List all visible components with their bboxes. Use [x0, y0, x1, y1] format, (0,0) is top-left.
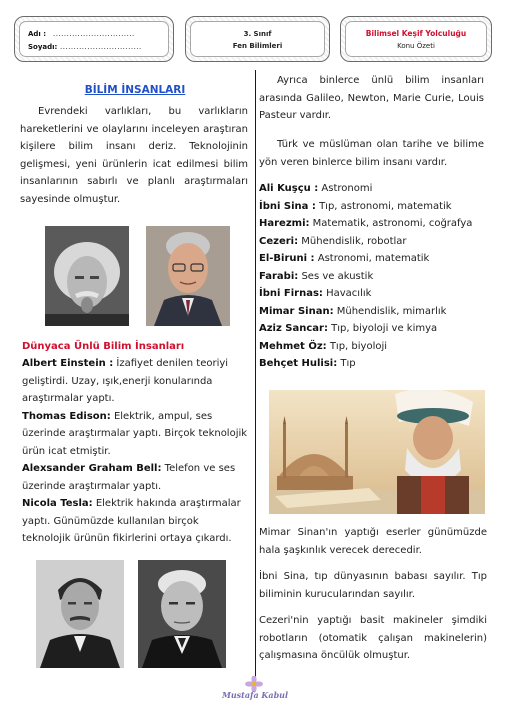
scientist-desc: İzafiyet denilen teoriyi geliştirdi. Uzay, ışık,enerji konularında araştırmalar yaptı.: [22, 358, 229, 404]
list-item: [259, 303, 484, 321]
scientist-field: Matematik, astronomi, coğrafya: [309, 218, 473, 229]
class-info-box: [185, 16, 330, 62]
scientist-name: Ali Kuşçu :: [259, 183, 319, 194]
note-text: Mimar Sinan'ın yaptığı eserler günümüzde hala şaşkınlık verecek derecedir.: [259, 527, 487, 556]
edison-photo: [138, 560, 226, 668]
scientist-desc: Elektrik hakında araştırmalar yaptı. Günümüzde kullanılan birçok teknolojik ürünün fikirlerini ortaya çıkardı.: [22, 498, 241, 544]
scientist-field: Astronomi: [318, 183, 373, 194]
intro-paragraph: [20, 103, 248, 208]
scientist-name: Nicola Tesla:: [22, 498, 93, 509]
student-info-box: [14, 16, 174, 62]
note-text: İbni Sina, tıp dünyasının babası sayılır. Tıp biliminin kurucularından sayılır.: [259, 571, 487, 600]
unit-title: Bilimsel Keşif Yolculuğu: [365, 29, 467, 38]
column-divider: [255, 70, 256, 690]
scientist-name: Albert Einstein :: [22, 358, 114, 369]
list-item: [259, 320, 484, 338]
scientist-name: İbni Firnas:: [259, 288, 323, 299]
list-item: [259, 233, 484, 251]
scientist-field: Havacılık: [322, 288, 372, 299]
list-item: [259, 338, 484, 356]
ibni-sina-note: [259, 568, 487, 603]
name-field[interactable]: ..............................: [53, 30, 135, 38]
scientist-name: İbni Sina :: [259, 200, 316, 212]
intro-text: Evrendeki varlıkları, bu varlıkların hareketlerini ve olaylarını inceleyen araştıran kişilere bilim insanı deriz. Teknolojinin gelişmesi, yeni ürünlerin icat edilmesi bilim insanlarının sabırlı ve planlı araştırmaları sayesinde olmuştur.: [20, 106, 248, 205]
scientist-field: Ses ve akustik: [298, 270, 374, 282]
list-item: [259, 268, 484, 286]
mimar-sinan-note: [259, 524, 487, 559]
list-item: [259, 180, 484, 198]
tesla-photo: [36, 560, 124, 668]
scientist-entry: [22, 408, 250, 461]
turkish-scientists-list: [259, 180, 484, 373]
list-item: [259, 355, 484, 373]
name-label: Adı :: [28, 30, 47, 38]
famous-scientists-text: Ayrıca binlerce ünlü bilim insanları arasında Galileo, Newton, Marie Curie, Louis Pasteur vardır.: [259, 75, 484, 121]
list-item: [259, 250, 484, 268]
scientist-field: Mühendislik, mimarlık: [333, 305, 447, 317]
scientist-name: Mimar Sinan:: [259, 305, 334, 317]
scientist-field: Tıp, astronomi, matematik: [315, 200, 452, 212]
grade-label: 3. Sınıf: [243, 30, 272, 38]
einstein-photo: [45, 226, 129, 326]
scientist-entry: [22, 355, 250, 408]
surname-field[interactable]: ..............................: [60, 43, 142, 51]
right-paragraph-1: [259, 72, 484, 125]
subject-label: Fen Bilimleri: [232, 42, 283, 50]
turkish-muslim-text: Türk ve müslüman olan tarihe ve bilime yön veren binlerce bilim insanı vardır.: [259, 139, 484, 168]
scientist-name: Behçet Hulisi:: [259, 358, 338, 369]
world-scientists-title: Dünyaca Ünlü Bilim İnsanları: [22, 341, 185, 352]
scientist-field: Tıp, biyoloji: [326, 340, 388, 352]
scientist-field: Astronomi, matematik: [314, 253, 430, 264]
scientist-field: Tıp, biyoloji ve kimya: [327, 323, 438, 334]
aziz-sancar-photo: [146, 226, 230, 326]
scientist-desc: Elektrik, ampul, ses üzerinde araştırmalar yaptı. Birçok teknolojik ürün icat etmiştir.: [22, 410, 248, 457]
scientist-desc: Telefon ve ses üzerinde araştırmalar yaptı.: [22, 463, 236, 492]
scientist-name: Mehmet Öz:: [259, 340, 327, 352]
scientist-name: Harezmi:: [259, 218, 310, 229]
scientist-field: Mühendislik, robotlar: [298, 235, 407, 247]
scientist-entry: [22, 495, 250, 548]
list-item: [259, 215, 484, 233]
scientist-entry: [22, 460, 250, 495]
unit-info-box: [340, 16, 492, 62]
unit-subtitle: Konu Özeti: [397, 42, 435, 50]
author-signature: Mustafa Kabul: [221, 690, 289, 700]
note-text: Cezeri'nin yaptığı basit makineler şimdiki robotların (otomatik çalışan makinelerin) çalışmasına öncülük olmuştur.: [259, 615, 487, 661]
scientist-name: Aziz Sancar:: [259, 323, 328, 334]
scientist-name: Alexsander Graham Bell:: [22, 463, 162, 474]
right-paragraph-2: [259, 136, 484, 171]
scientist-name: Thomas Edison:: [22, 410, 111, 422]
scientist-name: El-Biruni :: [259, 253, 315, 264]
mimar-sinan-illustration: [269, 390, 485, 514]
cezeri-note: [259, 612, 487, 665]
page-title: BİLİM İNSANLARI: [84, 84, 186, 96]
list-item: [259, 285, 484, 303]
list-item: [259, 198, 484, 216]
surname-label: Soyadı:: [28, 43, 58, 51]
scientist-field: Tıp: [337, 358, 356, 369]
scientist-name: Cezeri:: [259, 235, 299, 247]
world-scientists-list: [22, 355, 250, 548]
scientist-name: Farabi:: [259, 270, 299, 282]
